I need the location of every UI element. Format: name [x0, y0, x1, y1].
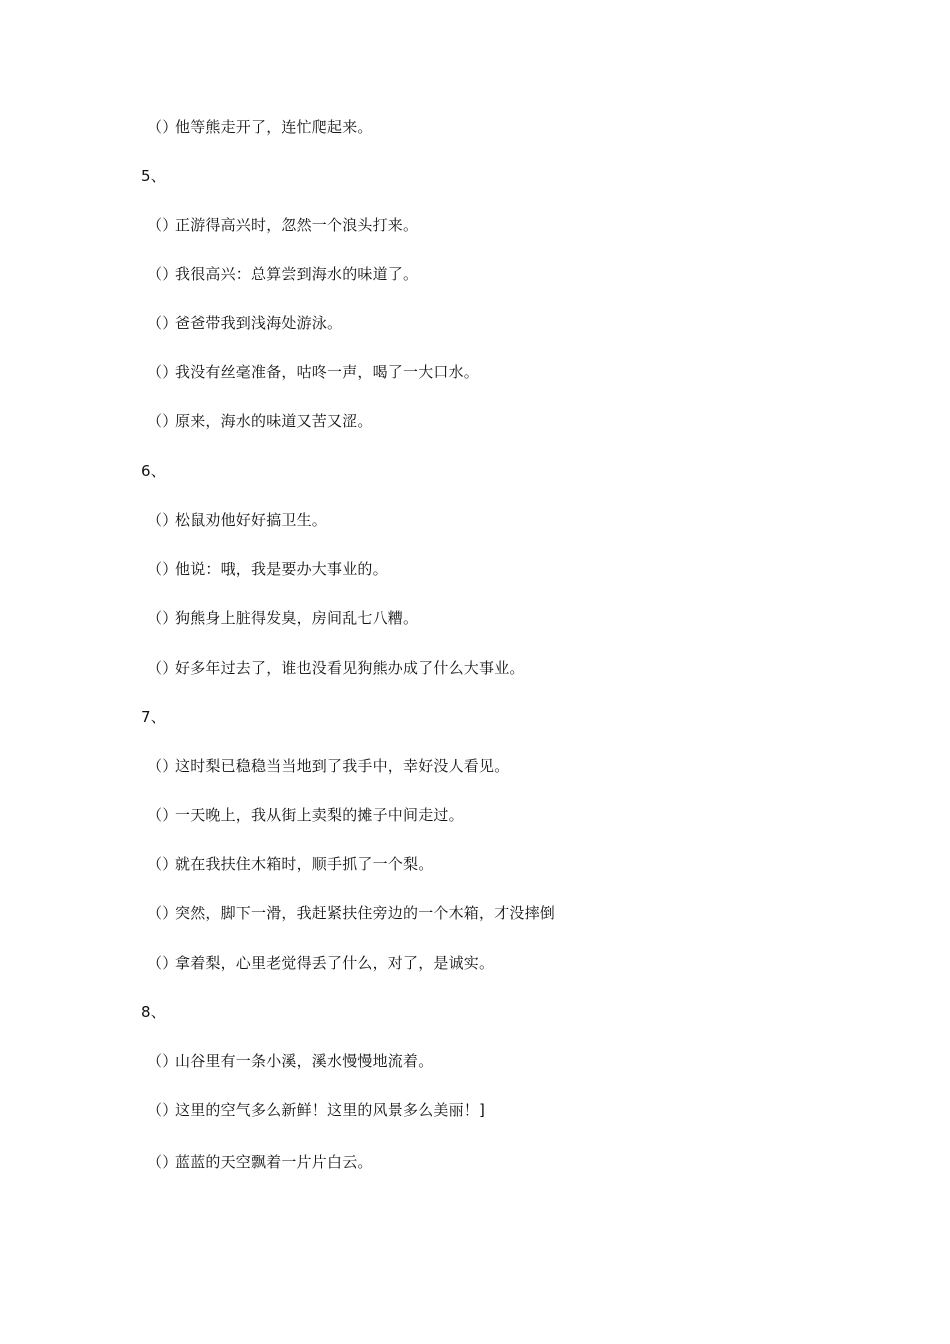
sentence-text: 他说：哦，我是要办大事业的。	[175, 560, 388, 578]
list-item	[147, 756, 509, 776]
answer-blank[interactable]: （）	[147, 265, 178, 283]
list-item	[147, 411, 373, 431]
sentence-text: 我没有丝毫准备，咕咚一声，喝了一大口水。	[175, 363, 480, 381]
answer-blank[interactable]: （）	[147, 904, 178, 922]
answer-blank[interactable]: （）	[147, 216, 178, 234]
list-item	[147, 805, 464, 825]
answer-blank[interactable]: （）	[147, 560, 178, 578]
sentence-text: 山谷里有一条小溪，溪水慢慢地流着。	[175, 1052, 434, 1070]
list-item	[147, 1100, 485, 1120]
answer-blank[interactable]: （）	[147, 609, 178, 627]
answer-blank[interactable]: （）	[147, 1101, 178, 1119]
sentence-text: 松鼠劝他好好搞卫生。	[175, 511, 328, 529]
answer-blank[interactable]: （）	[147, 757, 178, 775]
list-item	[147, 362, 479, 382]
list-item	[147, 215, 418, 235]
section-number: 6、	[141, 462, 166, 480]
answer-blank[interactable]: （）	[147, 954, 178, 972]
sentence-text: 他等熊走开了，连忙爬起来。	[175, 118, 373, 136]
answer-blank[interactable]: （）	[147, 511, 178, 529]
list-item	[147, 264, 418, 284]
answer-blank[interactable]: （）	[147, 659, 178, 677]
answer-blank[interactable]: （）	[147, 363, 178, 381]
list-item	[147, 117, 373, 137]
sentence-text: 这时梨已稳稳当当地到了我手中，幸好没人看见。	[175, 757, 510, 775]
list-item	[147, 903, 555, 923]
answer-blank[interactable]: （）	[147, 806, 178, 824]
list-item	[147, 510, 327, 530]
answer-blank[interactable]: （）	[147, 118, 178, 136]
list-item	[147, 313, 342, 333]
answer-blank[interactable]: （）	[147, 855, 178, 873]
list-item	[147, 658, 525, 678]
section-number: 8、	[141, 1003, 166, 1021]
sentence-text: 原来，海水的味道又苦又涩。	[175, 412, 373, 430]
sentence-text: 突然，脚下一滑，我赶紧扶住旁边的一个木箱，才没摔倒	[175, 904, 556, 922]
sentence-text: 正游得高兴时，忽然一个浪头打来。	[175, 216, 419, 234]
answer-blank[interactable]: （）	[147, 314, 178, 332]
sentence-text: 我很高兴：总算尝到海水的味道了。	[175, 265, 419, 283]
sentence-text: 爸爸带我到浅海处游泳。	[175, 314, 343, 332]
section-number: 7、	[141, 708, 166, 726]
list-item	[147, 1152, 373, 1172]
sentence-text: 一天晚上，我从街上卖梨的摊子中间走过。	[175, 806, 464, 824]
sentence-text: 狗熊身上脏得发臭，房间乱七八糟。	[175, 609, 419, 627]
list-item	[147, 854, 433, 874]
answer-blank[interactable]: （）	[147, 1153, 178, 1171]
sentence-text: 这里的空气多么新鲜！这里的风景多么美丽！]	[175, 1101, 486, 1119]
answer-blank[interactable]: （）	[147, 412, 178, 430]
list-item	[147, 559, 388, 579]
sentence-text: 拿着梨，心里老觉得丢了什么，对了，是诚实。	[175, 954, 495, 972]
sentence-text: 蓝蓝的天空飘着一片片白云。	[175, 1153, 373, 1171]
section-number: 5、	[141, 167, 166, 185]
sentence-text: 就在我扶住木箱时，顺手抓了一个梨。	[175, 855, 434, 873]
list-item	[147, 953, 494, 973]
list-item	[147, 608, 418, 628]
sentence-text: 好多年过去了，谁也没看见狗熊办成了什么大事业。	[175, 659, 525, 677]
list-item	[147, 1051, 433, 1071]
answer-blank[interactable]: （）	[147, 1052, 178, 1070]
